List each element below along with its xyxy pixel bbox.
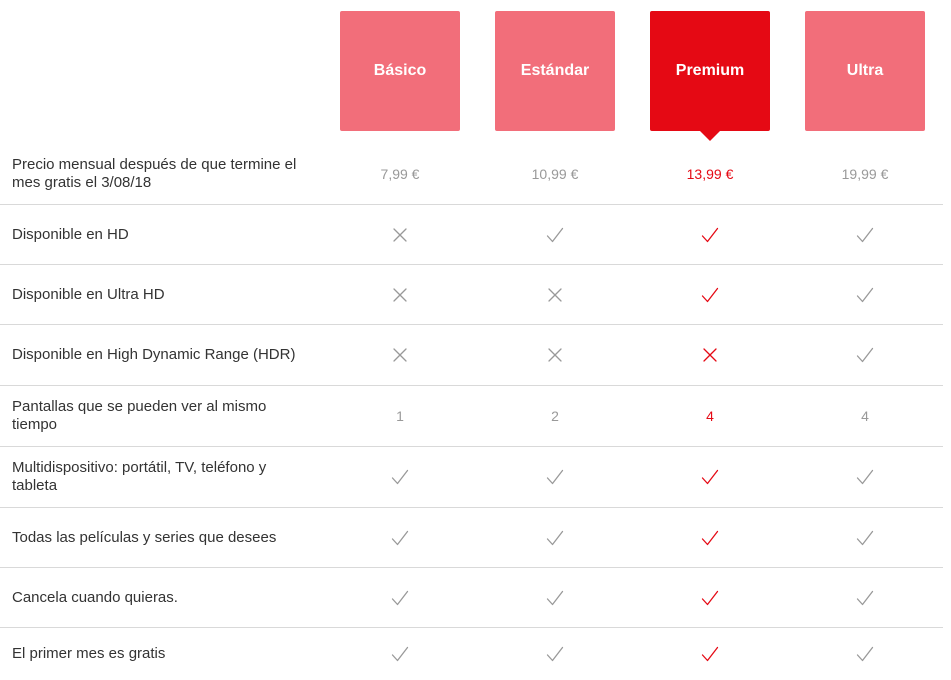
plan-value: 4 <box>706 408 714 424</box>
feature-label: Disponible en Ultra HD <box>12 285 165 303</box>
table-row <box>0 265 943 325</box>
check-icon <box>701 286 719 304</box>
plan-value: 19,99 € <box>841 166 889 182</box>
plan-value-cell <box>340 265 460 324</box>
check-icon <box>856 346 874 364</box>
feature-label: Disponible en High Dynamic Range (HDR) <box>12 346 296 363</box>
table-row <box>0 325 943 386</box>
plan-value-cell <box>805 508 925 567</box>
plan-value: 7,99 € <box>380 166 420 182</box>
check-icon <box>546 468 564 486</box>
plan-value-cell <box>340 628 460 680</box>
plan-name: Premium <box>675 62 745 79</box>
check-icon <box>391 468 409 486</box>
plan-value: 4 <box>861 408 869 424</box>
plan-value-cell <box>495 447 615 507</box>
check-icon <box>701 226 719 244</box>
plan-value-cell <box>650 628 770 680</box>
check-icon <box>701 645 719 663</box>
check-icon <box>546 589 564 607</box>
plan-value-cell <box>495 265 615 324</box>
plan-value-cell <box>805 628 925 680</box>
plan-card-3[interactable] <box>805 11 925 131</box>
plan-value-cell <box>805 325 925 385</box>
check-icon <box>546 226 564 244</box>
check-icon <box>856 529 874 547</box>
table-row <box>0 628 943 680</box>
cross-icon <box>701 346 719 364</box>
cross-icon <box>546 286 564 304</box>
plan-value-cell <box>340 568 460 627</box>
plan-value: 1 <box>396 408 404 424</box>
plan-value-cell <box>650 325 770 385</box>
plan-value-cell <box>340 325 460 385</box>
plan-name: Ultra <box>846 62 884 79</box>
plan-value-cell <box>650 508 770 567</box>
plan-card-0[interactable] <box>340 11 460 131</box>
table-row <box>0 568 943 628</box>
cross-icon <box>391 226 409 244</box>
plan-value-cell <box>805 447 925 507</box>
plan-value-cell <box>650 205 770 264</box>
table-row <box>0 447 943 508</box>
table-row <box>0 144 943 205</box>
plan-value: 13,99 € <box>686 166 734 182</box>
feature-label: Precio mensual después de que termine el mes gratis el 3/08/18 <box>12 156 297 191</box>
check-icon <box>546 529 564 547</box>
table-row <box>0 508 943 568</box>
check-icon <box>546 645 564 663</box>
check-icon <box>391 589 409 607</box>
plan-value-cell <box>340 205 460 264</box>
plan-value-cell <box>650 568 770 627</box>
plan-value-cell <box>495 205 615 264</box>
plan-value-cell <box>805 568 925 627</box>
plan-name: Estándar <box>520 62 590 79</box>
feature-label: Cancela cuando quieras. <box>12 588 178 606</box>
cross-icon <box>391 346 409 364</box>
plan-value: 10,99 € <box>531 166 579 182</box>
plan-value: 2 <box>551 408 559 424</box>
feature-label: El primer mes es gratis <box>12 645 166 662</box>
plan-card-1[interactable] <box>495 11 615 131</box>
plan-value-cell <box>340 508 460 567</box>
feature-label: Todas las películas y series que desees <box>12 528 277 546</box>
plan-name: Básico <box>373 62 427 79</box>
check-icon <box>701 468 719 486</box>
plan-card-2[interactable] <box>650 11 770 131</box>
cross-icon <box>391 286 409 304</box>
feature-label: Pantallas que se pueden ver al mismo tiempo <box>12 398 267 433</box>
cross-icon <box>546 346 564 364</box>
plan-value-cell <box>495 325 615 385</box>
table-row <box>0 205 943 265</box>
plan-value-cell <box>495 568 615 627</box>
check-icon <box>391 529 409 547</box>
table-row <box>0 386 943 447</box>
plan-value-cell <box>340 447 460 507</box>
plan-value-cell <box>650 447 770 507</box>
feature-label: Disponible en HD <box>12 225 129 243</box>
check-icon <box>701 529 719 547</box>
plan-value-cell <box>495 508 615 567</box>
plan-value-cell <box>650 265 770 324</box>
check-icon <box>856 589 874 607</box>
plan-value-cell <box>805 205 925 264</box>
check-icon <box>856 645 874 663</box>
plan-value-cell <box>805 265 925 324</box>
check-icon <box>856 286 874 304</box>
check-icon <box>701 589 719 607</box>
check-icon <box>856 468 874 486</box>
plan-value-cell <box>495 628 615 680</box>
check-icon <box>856 226 874 244</box>
check-icon <box>391 645 409 663</box>
feature-label: Multidispositivo: portátil, TV, teléfono y tableta <box>12 459 267 494</box>
